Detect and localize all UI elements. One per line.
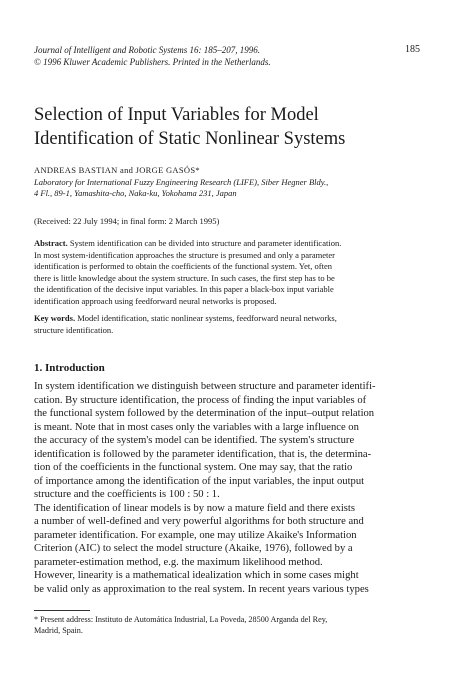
body-line: parameter identification. For example, one may utilize Akaike's Information [34, 529, 357, 541]
body-line: In system identification we distinguish between structure and parameter identifi- [34, 381, 376, 392]
abstract-line: identification is performed to obtain the coefficients of the functional system. Yet, often [34, 261, 332, 272]
footnote-rule [34, 610, 90, 611]
footnote-line: Madrid, Spain. [34, 626, 83, 635]
body-line: the functional system followed by the determination of the input–output relation [34, 408, 375, 419]
received-dates: (Received: 22 July 1994; in final form: 2 March 1995) [34, 216, 220, 226]
keywords [34, 313, 420, 336]
body-line: The identification of linear models is by now a mature field and there exists [34, 502, 355, 514]
footnote-line: * Present address: Instituto de Automática Industrial, La Poveda, 28500 Arganda del Rey, [34, 615, 328, 624]
keywords-line [34, 313, 420, 325]
body-line: structure and the coefficients is 100 : 50 : 1. [34, 489, 220, 500]
section-heading-introduction: 1. Introduction [34, 362, 105, 374]
body-text [34, 380, 420, 596]
authors: ANDREAS BASTIAN and JORGE GASÓS* [34, 165, 200, 175]
body-line: identification is followed by the parameter identification, that is, the determina- [34, 448, 372, 460]
body-line: the accuracy of the system's model can be identified. The system's structure [34, 435, 355, 446]
keywords-text: Model identification, static nonlinear systems, feedforward neural networks, [75, 313, 337, 323]
copyright-notice: © 1996 Kluwer Academic Publishers. Printed in the Netherlands. [34, 57, 271, 67]
title-line: Selection of Input Variables for Model [34, 105, 319, 125]
affiliation-line: Laboratory for International Fuzzy Engineering Research (LIFE), Siber Hegner Bldy., [34, 177, 329, 187]
footnote [34, 614, 420, 636]
page-number: 185 [405, 44, 420, 55]
title-line: Identification of Static Nonlinear Systems [34, 129, 346, 149]
body-line: parameter-estimation method, e.g. the maximum likelihood method. [34, 556, 323, 568]
abstract-text: System identification can be divided into structure and parameter identification. [67, 238, 342, 248]
body-line: tion of the coefficients in the functional system. One may say, that the ratio [34, 462, 353, 473]
body-line: Criterion (AIC) to select the model structure (Akaike, 1976), followed by a [34, 543, 353, 554]
body-line: However, linearity is a mathematical idealization which in some cases might [34, 570, 359, 581]
abstract-line: identification approach using feedforward neural networks is proposed. [34, 295, 277, 306]
journal-citation: Journal of Intelligent and Robotic Systems 16: 185–207, 1996. [34, 45, 260, 55]
keywords-line: structure identification. [34, 324, 114, 335]
abstract-label: Abstract. [34, 238, 68, 248]
body-line: be valid only as approximation to the real system. In recent years various types [34, 583, 369, 595]
body-line: a number of well-defined and very powerful algorithms for both structure and [34, 516, 364, 527]
paper-title [34, 103, 420, 151]
abstract [34, 238, 420, 308]
abstract-line: there is little knowledge about the system structure. In such cases, the first step has to be [34, 272, 335, 283]
abstract-line [34, 238, 420, 250]
body-line: is meant. Note that in most cases only the variables with a large influence on [34, 421, 359, 433]
keywords-label: Key words. [34, 313, 76, 323]
running-header [34, 44, 420, 68]
affiliation-line: 4 Fl., 89-1, Yamashita-cho, Naka-ku, Yokohama 231, Japan [34, 188, 237, 198]
abstract-line: the identification of the decisive input variables. In this paper a black-box input variable [34, 284, 334, 295]
abstract-line: In most system-identification approaches the structure is presumed and only a parameter [34, 249, 335, 260]
affiliation [34, 177, 420, 199]
body-line: cation. By structure identification, the process of finding the input variables of [34, 394, 367, 406]
body-line: of importance among the identification of the input variables, the input output [34, 475, 365, 487]
